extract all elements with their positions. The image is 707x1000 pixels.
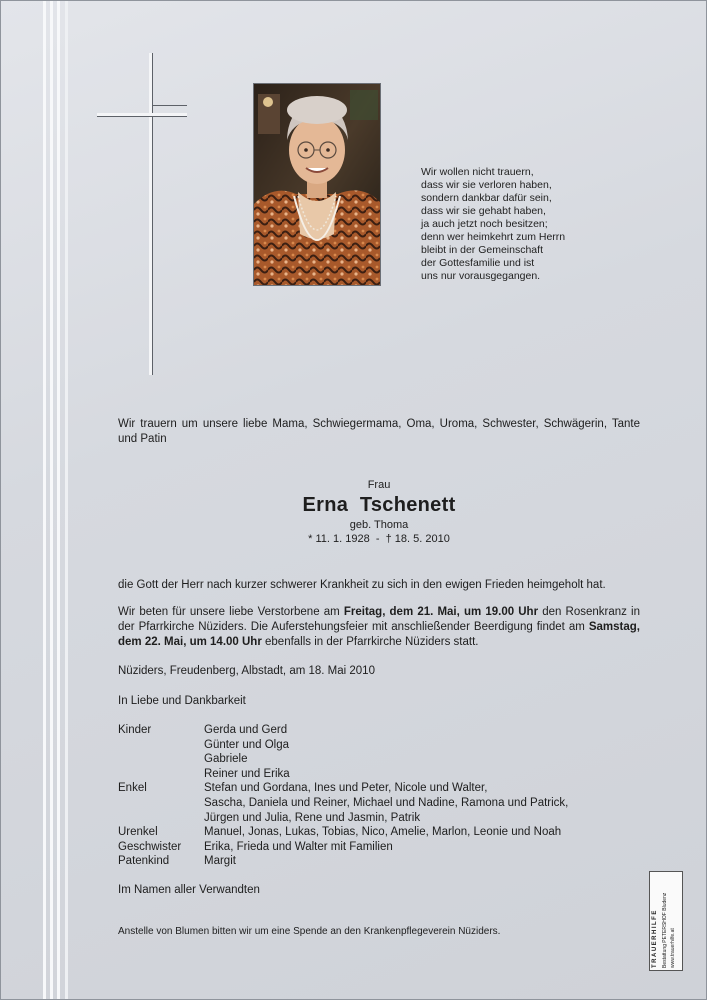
life-dates: * 11. 1. 1928 - † 18. 5. 2010: [308, 533, 450, 545]
service-text: den Rosenkranz in der Pfarrkirche Nüziders. Die Auferstehungsfeier mit anschließender Beerdigung findet am: [118, 606, 640, 633]
family-member-line: Sascha, Daniela und Reiner, Michael und Nadine, Ramona und Patrick,: [204, 796, 569, 809]
poem-line: dass wir sie verloren haben,: [421, 179, 552, 191]
poem-line: uns nur vorausgegangen.: [421, 270, 541, 282]
family-group-label: Kinder: [118, 724, 152, 736]
service-text: ebenfalls in der Pfarrkirche Nüziders statt.: [261, 636, 479, 648]
rosary-datetime: Freitag, dem 21. Mai, um 19.00 Uhr: [343, 606, 539, 618]
place-date: Nüziders, Freudenberg, Albstadt, am 18. Mai 2010: [118, 665, 375, 677]
family-group: [118, 825, 640, 840]
logo-title: TRAUERHILFE: [652, 909, 658, 968]
family-member-line: Günter und Olga: [204, 738, 290, 751]
service-text: Wir beten für unsere liebe Verstorbene am: [118, 606, 344, 618]
poem-line: bleibt in der Gemeinschaft: [421, 244, 543, 256]
cross-icon: [97, 53, 189, 377]
family-group-label: Enkel: [118, 782, 147, 795]
family-member-line: Reiner und Erika: [204, 767, 290, 780]
poem-line: ja auch jetzt noch besitzen;: [421, 218, 548, 230]
family-member-line: Stefan und Gordana, Ines und Peter, Nicole und Walter,: [204, 782, 488, 795]
family-group-label: Geschwister: [118, 840, 182, 853]
decorative-stripes: [43, 1, 71, 1000]
passing-text: die Gott der Herr nach kurzer schwerer Krankheit zu sich in den ewigen Frieden heimgeholt hat.: [118, 579, 606, 591]
service-details: [118, 605, 640, 650]
poem: [421, 166, 565, 283]
family-member-line: Jürgen und Julia, Rene und Jasmin, Patrik: [204, 811, 421, 824]
poem-line: dass wir sie gehabt haben,: [421, 205, 546, 217]
intro-text: Wir trauern um unsere liebe Mama, Schwiegermama, Oma, Uroma, Schwester, Schwägerin, Tante und Patin: [118, 418, 640, 445]
poem-line: denn wer heimkehrt zum Herrn: [421, 231, 566, 243]
family-member-line: Gabriele: [204, 753, 248, 766]
family-group: [118, 840, 640, 855]
family-group: [118, 854, 640, 869]
funeral-datetime: Samstag, dem 22. Mai, um 14.00 Uhr: [118, 621, 640, 648]
salutation: Frau: [367, 479, 391, 491]
family-group: [118, 781, 640, 825]
family-member-line: Erika, Frieda und Walter mit Familien: [204, 840, 393, 853]
poem-line: Wir wollen nicht trauern,: [421, 166, 534, 178]
portrait-photo: [253, 83, 381, 286]
poem-line: sondern dankbar dafür sein,: [421, 192, 552, 204]
family-member-line: Gerda und Gerd: [204, 724, 288, 736]
logo-line: Bestattung PETERSHOF Bludenz: [662, 892, 668, 968]
poem-line: der Gottesfamilie und ist: [421, 257, 535, 269]
family-member-line: Margit: [204, 855, 236, 868]
logo-line: www.trauerhilfe.at: [670, 928, 676, 968]
deceased-name: Erna Tschenett: [302, 494, 456, 516]
maiden-name: geb. Thoma: [349, 519, 409, 531]
relatives-line: Im Namen aller Verwandten: [118, 884, 260, 896]
closing-line: In Liebe und Dankbarkeit: [118, 695, 246, 707]
family-group-label: Patenkind: [118, 855, 170, 868]
family-group: [118, 723, 640, 781]
family-group-label: Urenkel: [118, 826, 158, 839]
donation-note: Anstelle von Blumen bitten wir um eine Spende an den Krankenpflegeverein Nüziders.: [118, 926, 501, 937]
family-list: [118, 723, 640, 869]
funeral-home-logo: [649, 871, 683, 971]
family-member-line: Manuel, Jonas, Lukas, Tobias, Nico, Amelie, Marlon, Leonie und Noah: [204, 826, 562, 839]
